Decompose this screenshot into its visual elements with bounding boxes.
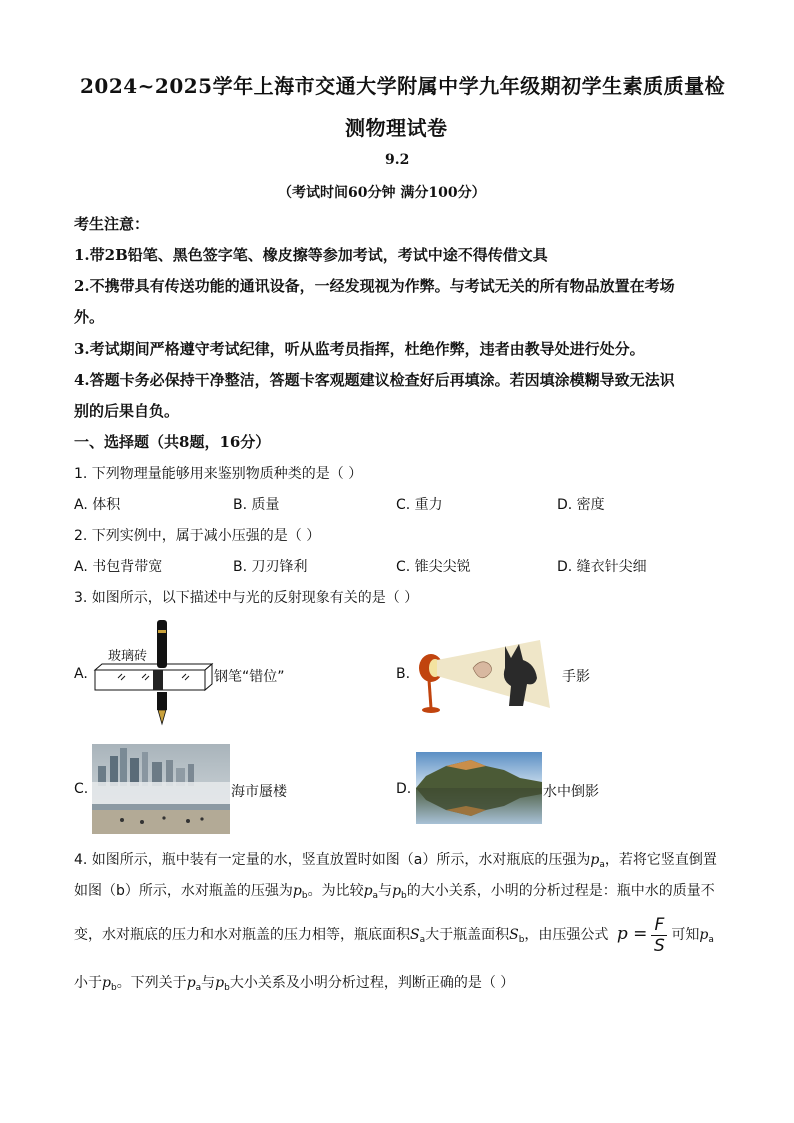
doc-title-line1: 2024~2025学年上海市交通大学附属中学九年级期初学生素质质量检	[80, 74, 726, 98]
water-reflection-photo	[416, 752, 542, 824]
doc-title-line2: 测物理试卷	[345, 116, 448, 140]
q1-option-b: B. 质量	[233, 497, 280, 513]
notice-item-4: 4.答题卡务必保持干净整洁，答题卡客观题建议检查好后再填涂。若因填涂模糊导致无法识	[74, 371, 675, 389]
q3-option-a-letter: A.	[74, 666, 88, 682]
notice-heading: 考生注意：	[74, 215, 150, 233]
q3-option-d-label: 水中倒影	[543, 784, 599, 800]
q1-option-c: C. 重力	[396, 497, 443, 513]
question-4-line4: 小于$p_b$。下列关于$p_a$与$p_b$大小关系及小明分析过程，判断正确的是（ ）	[74, 975, 515, 993]
q3-option-d-letter: D.	[396, 781, 412, 797]
question-3-stem: 3. 如图所示，以下描述中与光的反射现象有关的是（ ）	[74, 590, 419, 606]
q3-option-a-label: 钢笔“错位”	[214, 669, 285, 685]
question-4-line3: 变，水对瓶底的压力和水对瓶盖的压力相等，瓶底面积$S_a$大于瓶盖面积$S_b$，由压强公式 p = $\frac{F}{S}$ 可知$p_a$	[74, 914, 714, 956]
mirage-photo	[92, 744, 230, 834]
question-4-line1: 4. 如图所示，瓶中装有一定量的水，竖直放置时如图（a）所示，水对瓶底的压强为$p_a$，若将它竖直倒置	[74, 852, 717, 870]
glass-block-pen-figure	[90, 618, 215, 728]
pressure-formula-fraction: $\frac{F}{S}$	[651, 915, 667, 956]
notice-item-4-cont: 别的后果自负。	[74, 402, 180, 420]
hand-shadow-figure	[415, 638, 555, 718]
q3-option-c-label: 海市蜃楼	[231, 784, 287, 800]
q3-option-b-letter: B.	[396, 666, 411, 682]
q2-option-d: D. 缝衣针尖细	[557, 559, 647, 575]
q2-option-c: C. 锥尖尖锐	[396, 559, 471, 575]
glass-block-label: 玻璃砖	[108, 649, 148, 664]
q3-option-b-label: 手影	[562, 669, 590, 685]
notice-item-2: 2.不携带具有传送功能的通讯设备，一经发现视为作弊。与考试无关的所有物品放置在考场	[74, 277, 675, 295]
exam-info: （考试时间60分钟 满分100分）	[278, 185, 486, 201]
q3-option-c-letter: C.	[74, 781, 89, 797]
q1-option-d: D. 密度	[557, 497, 605, 513]
formula-lhs: p =	[616, 924, 648, 944]
notice-item-2-cont: 外。	[74, 308, 105, 326]
question-1-stem: 1. 下列物理量能够用来鉴别物质种类的是（ ）	[74, 466, 363, 482]
q2-option-b: B. 刀刃锋利	[233, 559, 308, 575]
q1-option-a: A. 体积	[74, 497, 121, 513]
question-4-line2: 如图（b）所示，水对瓶盖的压强为$p_b$。为比较$p_a$与$p_b$的大小关系，小明的分析过程是：瓶中水的质量不	[74, 883, 715, 901]
notice-item-3: 3.考试期间严格遵守考试纪律，听从监考员指挥，杜绝作弊，违者由教导处进行处分。	[74, 340, 645, 358]
q2-option-a: A. 书包背带宽	[74, 559, 163, 575]
notice-item-1: 1.带2B铅笔、黑色签字笔、橡皮擦等参加考试，考试中途不得传借文具	[74, 246, 548, 264]
question-2-stem: 2. 下列实例中，属于减小压强的是（ ）	[74, 528, 321, 544]
section-heading: 一、选择题（共8题，16分）	[74, 433, 271, 451]
exam-date: 9.2	[385, 152, 410, 168]
